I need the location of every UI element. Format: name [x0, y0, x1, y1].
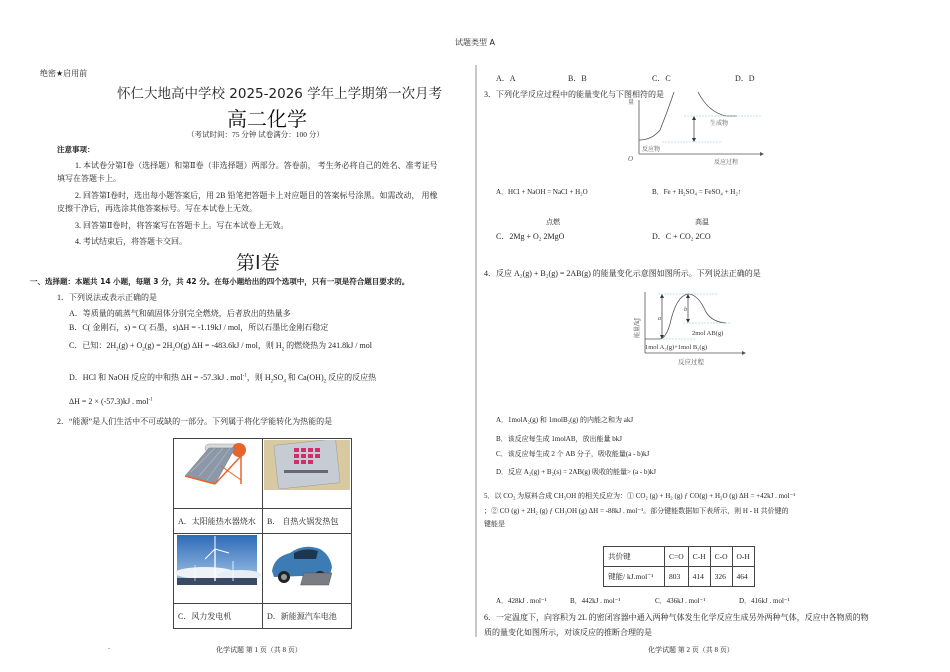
q4-energy-diagram [630, 290, 750, 370]
bond-header-c-h: C-H [688, 547, 710, 567]
solar-water-heater-icon [175, 440, 261, 502]
q2-stem: 2．“能源”是人们生活中不可或缺的一部分。下列属于将化学能转化为热能的是 [57, 417, 333, 426]
q2-option-c-label: C．风力发电机 [174, 604, 263, 629]
notice-heading: 注意事项： [57, 145, 95, 154]
notice-item-1: 1. 本试卷分第Ⅰ卷（选择题）和第Ⅱ卷（非选择题）两部分。答卷前， 考生务必将自己的姓名、准考证号 [75, 161, 438, 170]
secret-label: 绝密★启用前 [40, 69, 88, 78]
exam-info: （考试时间：75 分钟 试卷满分：100 分） [187, 130, 324, 139]
svg-text:量: 量 [628, 99, 635, 106]
svg-text:生成物: 生成物 [710, 120, 729, 127]
q3-stem: 3．下列化学反应过程中的能量变化与下图相符的是 [484, 90, 664, 99]
q5-bond-energy-table [603, 546, 755, 587]
q3-option-d: D．C + CO₂ 2CO [652, 232, 711, 241]
q3-option-c: C．2Mg + O₂ 2MgO [496, 232, 565, 241]
q5-option-b: B．442kJ . mol⁻¹ [570, 597, 621, 605]
q3-option-a: A．HCl + NaOH = NaCl + H₂O [496, 188, 588, 196]
svg-text:2mol AB(g): 2mol AB(g) [692, 330, 724, 337]
q5-line-3: 键能是 [484, 520, 505, 528]
svg-text:O: O [628, 155, 634, 163]
q2-option-a-label: A．太阳能热水器烧水 [174, 509, 263, 534]
bond-energy-c-h: 414 [688, 567, 710, 587]
svg-text:反应过程: 反应过程 [678, 358, 704, 366]
notice-item-3: 3. 回答第Ⅱ卷时，将答案写在答题卡上。写在本试卷上无效。 [75, 221, 289, 230]
bond-energy-o-h: 464 [732, 567, 754, 587]
bond-energy-c-o: 326 [710, 567, 732, 587]
q5-option-d: D．416kJ . mol⁻¹ [739, 597, 790, 605]
column-divider [475, 65, 477, 637]
svg-text:能量/kJ: 能量/kJ [634, 317, 641, 338]
q2-image-c [174, 534, 263, 604]
section-instructions: 一、选择题：本题共 14 小题，每题 3 分，共 42 分。在每小题给出的四个选项中，只有一项是符合题目要求的。 [30, 277, 410, 286]
q1-option-a: A．等质量的硫蒸气和硫固体分别完全燃烧，后者放出的热量多 [69, 309, 291, 318]
q4-stem: 4．反应 A₂(g) + B₂(g) = 2AB(g) 的能量变化示意图如图所示。下列说法正确的是 [484, 269, 761, 278]
volume-title: 第Ⅰ卷 [236, 253, 280, 274]
q2-option-d-label: D．新能源汽车电池 [263, 604, 352, 629]
q2-answer-d: D．D [735, 74, 755, 83]
q3-energy-diagram [622, 90, 772, 165]
bond-energy-c=o: 803 [665, 567, 689, 587]
svg-text:a: a [658, 316, 661, 322]
q2-answer-a: A．A [496, 74, 516, 83]
q1-stem: 1．下列说法或表示正确的是 [57, 293, 157, 302]
q5-option-c: C．436kJ . mol⁻¹ [655, 597, 706, 605]
wind-turbine-icon [175, 535, 261, 597]
notice-item-1-cont: 填写在答题卡上。 [57, 174, 121, 183]
q6-line-2: 质的量变化如图所示，对该反应的推断合理的是 [484, 628, 652, 637]
q1-option-c: C．已知：$2H_2(g) + O_2(g) = 2H_2O(g) \Delta H = -483.6kJ$ / mol，则 $H_2$ 的燃烧热为 241.8kJ / mol [69, 341, 372, 353]
q1-option-b: B．C( 金刚石，s) = C( 石墨，s)ΔH = -1.19kJ / mol，所以石墨比金刚石稳定 [69, 323, 329, 332]
q2-option-b-label: B． 自热火锅发热包 [263, 509, 352, 534]
q4-option-d: D．反应 A₂(g) + B₂(s) = 2AB(g) 吸收的能量> (a - b)kJ [496, 468, 657, 476]
footer-page-1: 化学试题 第 1 页（共 8 页） [216, 646, 302, 654]
bond-energy-label: 键能/ kJ.mol⁻¹ [604, 567, 665, 587]
q5-option-a: A．428kJ . mol⁻¹ [496, 597, 547, 605]
q2-image-a [174, 439, 263, 509]
q2-options-table [173, 438, 352, 629]
q4-option-b: B．该反应每生成 1molAB，放出能量 bkJ [496, 435, 623, 443]
q3-option-b: B．Fe + H₂SO₄ = FeSO₄ + H₂↑ [652, 188, 742, 196]
svg-text:1mol A₂(g)+1mol B₂(g): 1mol A₂(g)+1mol B₂(g) [645, 344, 708, 351]
q4-option-c: C．该反应每生成 2 个 AB 分子，吸收能量(a - b)kJ [496, 450, 650, 458]
svg-text:b: b [684, 307, 687, 313]
svg-text:反应过程: 反应过程 [714, 159, 739, 165]
bond-header-c=o: C=O [665, 547, 689, 567]
footer-dot [108, 648, 110, 649]
q2-answer-b: B．B [568, 74, 587, 83]
q3-option-d-condition: 高温 [695, 218, 709, 226]
bond-header-c-o: C-O [710, 547, 732, 567]
notice-item-4: 4. 考试结束后，将答题卡交回。 [75, 237, 187, 246]
self-heating-pack-icon [264, 440, 350, 502]
notice-item-2-cont: 皮擦干净后，再选涂其他答案标号。写在本试卷上无效。 [57, 204, 257, 213]
notice-item-2: 2. 回答第Ⅰ卷时，选出每小题答案后，用 2B 铅笔把答题卡上对应题目的答案标号涂黑。如需改动， 用橡 [75, 191, 438, 200]
footer-page-2: 化学试题 第 2 页（共 8 页） [648, 646, 734, 654]
q2-image-b [263, 439, 352, 509]
paper-type: 试题类型 A [455, 38, 496, 47]
q3-option-c-condition: 点燃 [546, 218, 560, 226]
q5-line-2: ；② CO (g) + 2H₂ (g) ƒ CH₃OH (g) ΔH = -88kJ . mol⁻¹。部分键能数据如下表所示，则 H - H 共价键的 [484, 507, 789, 515]
q5-line-1: 5．以 CO₂ 为原料合成 CH₃OH 的相关反应为：① CO₂ (g) + H₂ (g) ƒ CO(g) + H₂O (g) ΔH = +42kJ . mol⁻¹ [484, 492, 796, 500]
q1-option-d-line2: ΔH = 2 × (-57.3)kJ . mol$^{-1}$ [69, 397, 153, 406]
q1-option-d: D．HCl 和 NaOH 反应的中和热 ΔH = -57.3kJ . mol$^{-1}$，则 $H_2SO_4$ 和 $Ca(OH)_2$ 反应的反应热 [69, 373, 377, 385]
q6-line-1: 6．一定温度下，向容积为 2L 的密闭容器中通入两种气体发生化学反应生成另外两种气体，反应中各物质的物 [484, 613, 869, 622]
electric-car-battery-icon [264, 535, 350, 597]
subject-title: 高二化学 [227, 107, 307, 131]
q2-image-d [263, 534, 352, 604]
q4-option-a: A．1molA₂(g) 和 1molB₂(g) 的内能之和为 akJ [496, 416, 634, 424]
school-title: 怀仁大地高中学校 2025-2026 学年上学期第一次月考 [117, 86, 443, 102]
bond-header-label: 共价键 [604, 547, 665, 567]
svg-text:反应物: 反应物 [642, 146, 661, 153]
q2-answer-c: C．C [652, 74, 671, 83]
bond-header-o-h: O-H [732, 547, 754, 567]
